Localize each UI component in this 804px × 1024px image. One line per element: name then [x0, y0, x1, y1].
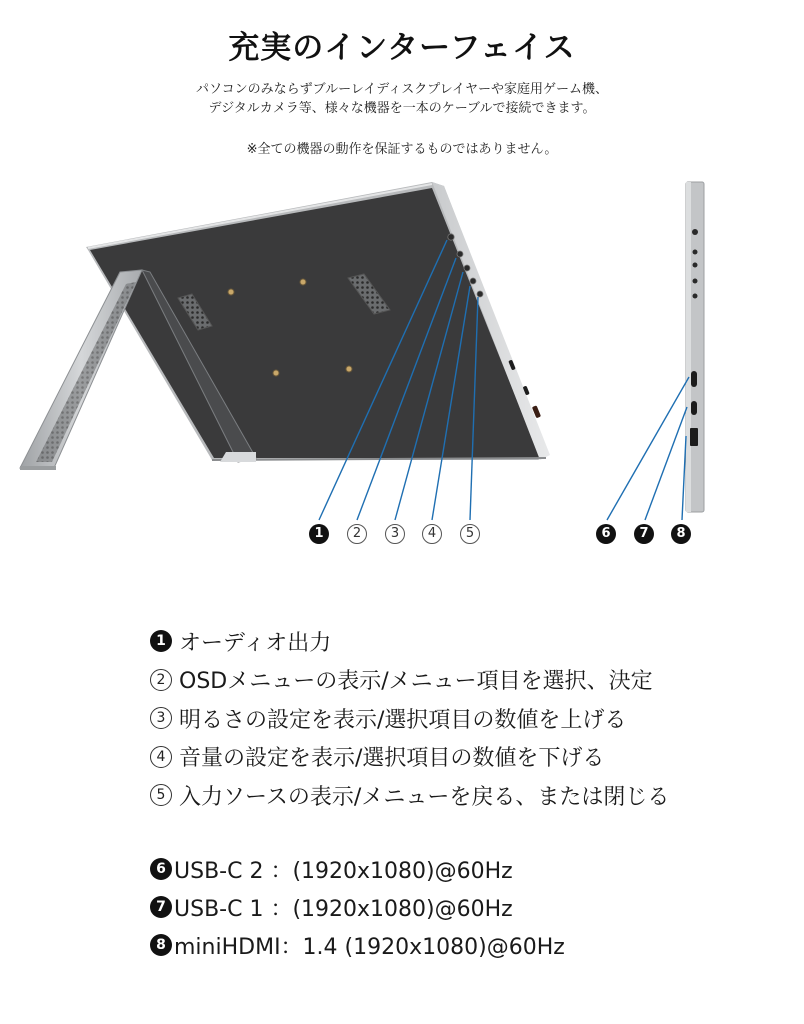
feature-number: 3 [150, 707, 172, 729]
feature-text: オーディオ出力 [179, 630, 332, 656]
description-line-2: デジタルカメラ等、様々な機器を一本のケーブルで接続できます。 [208, 101, 596, 116]
port-number: 8 [150, 934, 172, 956]
callout-1: 1 [309, 524, 329, 544]
feature-number: 4 [150, 746, 172, 768]
callout-5: 5 [460, 524, 480, 544]
callout-7: 7 [634, 524, 654, 544]
port-item-mini-hdmi [150, 926, 770, 964]
port-number: 7 [150, 896, 172, 918]
callout-2: 2 [347, 524, 367, 544]
feature-number: 1 [150, 630, 172, 652]
feature-text: OSDメニューの表示/メニュー項目を選択、決定 [179, 669, 653, 695]
feature-text: 入力ソースの表示/メニューを戻る、または閉じる [179, 784, 670, 810]
callout-4: 4 [422, 524, 442, 544]
port-text: USB-C 2 ：(1920x1080)@60Hz [174, 858, 513, 884]
feature-item-osd-menu [150, 661, 770, 700]
description-line-1: パソコンのみならずブルーレイディスクプレイヤーや家庭用ゲーム機、 [195, 82, 609, 97]
page-title: 充実のインターフェイス [228, 30, 576, 66]
callout-8: 8 [671, 524, 691, 544]
feature-number: 5 [150, 784, 172, 806]
port-text: miniHDMI：1.4 (1920x1080)@60Hz [174, 934, 565, 960]
mini-hdmi-port [690, 428, 698, 446]
feature-text: 音量の設定を表示/選択項目の数値を下げる [179, 746, 605, 772]
callout-6: 6 [596, 524, 616, 544]
description [0, 80, 804, 118]
port-item-usb-c-1 [150, 888, 770, 926]
port-spec-list [150, 850, 770, 964]
feature-item-input-source [150, 776, 770, 815]
feature-number: 2 [150, 669, 172, 691]
feature-text: 明るさの設定を表示/選択項目の数値を上げる [179, 707, 627, 733]
monitor-side-view [686, 182, 704, 512]
port-text: USB-C 1 ：(1920x1080)@60Hz [174, 896, 513, 922]
usb-c-2-port [691, 371, 697, 387]
disclaimer-note: ※全ての機器の動作を保証するものではありません。 [246, 142, 558, 157]
button-feature-list [150, 622, 770, 815]
monitor-illustration [0, 170, 804, 570]
port-item-usb-c-2 [150, 850, 770, 888]
usb-c-1-port [691, 401, 697, 415]
feature-item-brightness [150, 699, 770, 738]
monitor-back [86, 182, 550, 460]
product-diagram [0, 170, 804, 570]
feature-item-volume [150, 738, 770, 777]
port-number: 6 [150, 858, 172, 880]
callout-3: 3 [385, 524, 405, 544]
feature-item-audio-output [150, 622, 770, 661]
